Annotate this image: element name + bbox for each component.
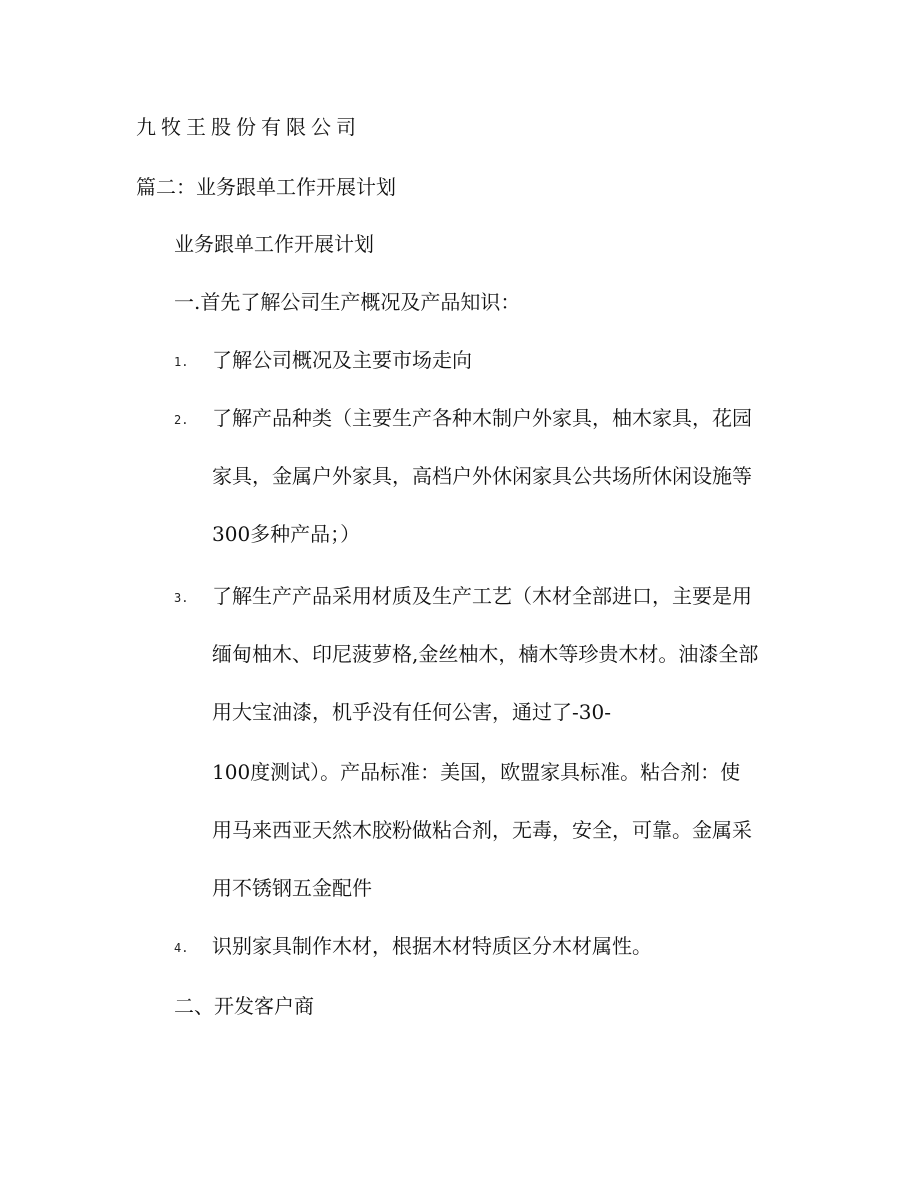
section-1-heading: 一.首先了解公司生产概况及产品知识： <box>174 290 521 314</box>
list-item-text: 300多种产品；） <box>212 522 361 546</box>
list-item-number: 2. <box>174 413 189 427</box>
list-item-text: 了解公司概况及主要市场走向 <box>212 348 472 372</box>
list-item-text: 了解生产产品采用材质及生产工艺（木材全部进口，主要是用 <box>212 584 752 608</box>
list-item-text: 用不锈钢五金配件 <box>212 876 372 900</box>
company-name: 九牧王股份有限公司 <box>136 115 361 139</box>
list-item-text: 识别家具制作木材，根据木材特质区分木材属性。 <box>212 934 652 958</box>
list-item-text: 家具，金属户外家具，高档户外休闲家具公共场所休闲设施等 <box>212 464 752 488</box>
list-item-number: 1. <box>174 355 189 369</box>
chapter-title: 篇二：业务跟单工作开展计划 <box>136 175 396 199</box>
list-item-text: 了解产品种类（主要生产各种木制户外家具，柚木家具，花园 <box>212 406 752 430</box>
list-item-text: 缅甸柚木、印尼菠萝格,金丝柚木，楠木等珍贵木材。油漆全部 <box>212 642 759 666</box>
list-item-number: 3. <box>174 591 189 605</box>
list-item-text: 100度测试）。产品标准：美国，欧盟家具标准。粘合剂：使 <box>212 760 741 784</box>
list-item-text: 用大宝油漆，机乎没有任何公害，通过了-30- <box>212 700 611 724</box>
list-item-number: 4. <box>174 941 189 955</box>
plan-title: 业务跟单工作开展计划 <box>174 232 374 256</box>
list-item-text: 用马来西亚天然木胶粉做粘合剂，无毒，安全，可靠。金属采 <box>212 818 752 842</box>
section-2-heading: 二、开发客户商 <box>174 994 314 1018</box>
